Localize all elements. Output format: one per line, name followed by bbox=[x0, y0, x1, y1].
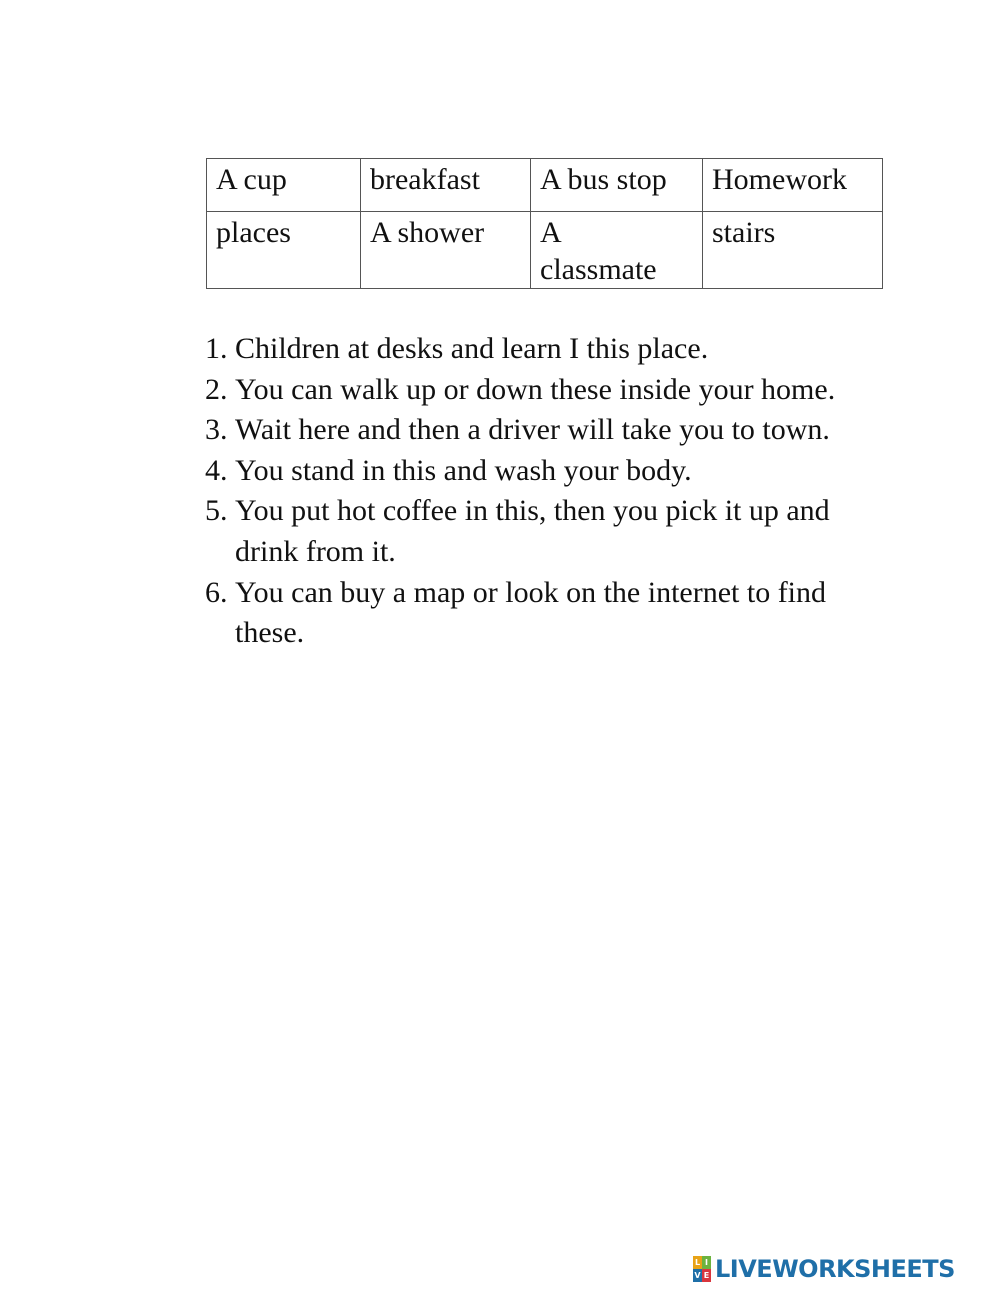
clue-item bbox=[205, 329, 895, 370]
liveworksheets-logo bbox=[693, 1254, 955, 1284]
logo-letter: I bbox=[702, 1256, 711, 1269]
clue-text: Wait here and then a driver will take you to town. bbox=[235, 413, 830, 447]
word-bank-table bbox=[206, 158, 883, 289]
word-cell: Homework bbox=[703, 159, 883, 212]
clue-item bbox=[205, 451, 895, 492]
clue-text: You can buy a map or look on the internet to find these. bbox=[235, 575, 827, 650]
logo-letter: V bbox=[694, 1271, 701, 1280]
clue-list bbox=[205, 329, 895, 654]
clue-item bbox=[205, 370, 895, 411]
clue-number: 1. bbox=[205, 332, 228, 365]
logo-letter: L bbox=[694, 1258, 701, 1267]
clue-number: 5. bbox=[205, 494, 228, 528]
clue-number: 6. bbox=[205, 575, 228, 609]
clue-text: You stand in this and wash your body. bbox=[235, 453, 692, 487]
word-cell: A shower bbox=[361, 212, 531, 289]
clue-item bbox=[205, 491, 895, 572]
word-cell: A bus stop bbox=[531, 159, 703, 212]
word-bank-row bbox=[207, 212, 883, 289]
clue-item bbox=[205, 410, 895, 451]
word-cell: breakfast bbox=[361, 159, 531, 212]
brand-name: LIVEWORKSHEETS bbox=[715, 1255, 955, 1283]
word-cell: A classmate bbox=[531, 212, 703, 289]
word-bank-row bbox=[207, 159, 883, 212]
clue-text: You put hot coffee in this, then you pick it up and drink from it. bbox=[235, 494, 830, 568]
word-cell: stairs bbox=[703, 212, 883, 289]
clue-number: 3. bbox=[205, 413, 228, 447]
clue-text: Children at desks and learn I this place. bbox=[235, 332, 709, 365]
clue-number: 2. bbox=[205, 372, 228, 406]
clue-text: You can walk up or down these inside your home. bbox=[235, 372, 836, 406]
clue-number: 4. bbox=[205, 453, 228, 487]
logo-letter: E bbox=[703, 1271, 710, 1280]
word-cell: places bbox=[207, 212, 361, 289]
word-cell: A cup bbox=[207, 159, 361, 212]
clue-item bbox=[205, 573, 895, 654]
logo-mark-icon bbox=[693, 1256, 711, 1282]
